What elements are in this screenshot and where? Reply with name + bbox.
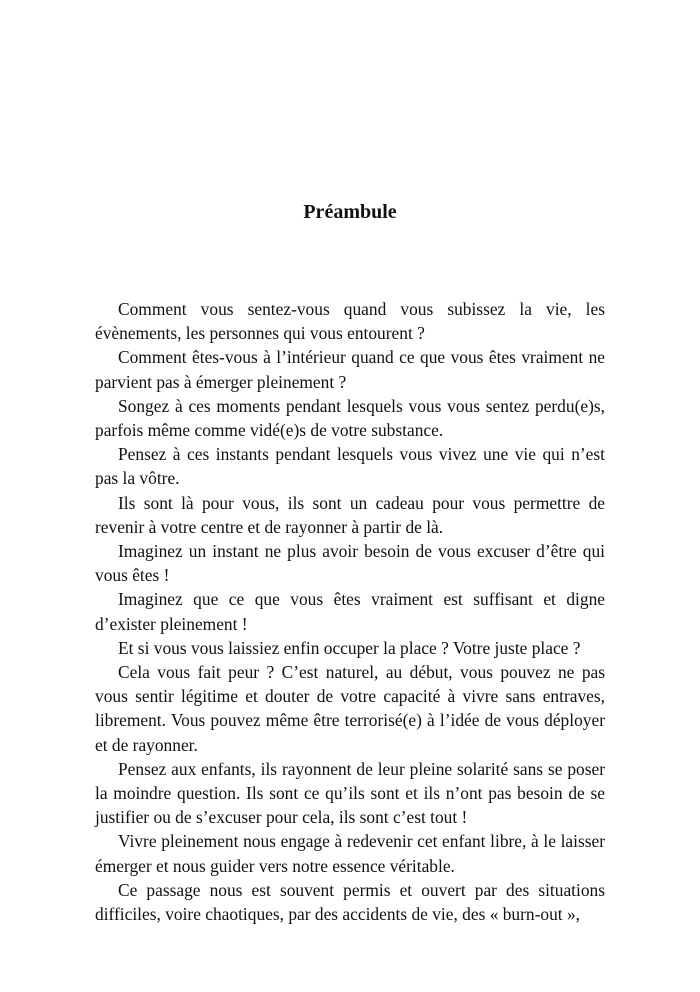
paragraph: Comment vous sentez-vous quand vous subissez la vie, les évènements, les personnes qui vous entourent ?: [95, 299, 605, 344]
page-title: Préambule: [303, 201, 397, 223]
paragraph: Imaginez un instant ne plus avoir besoin de vous excuser d’être qui vous êtes !: [95, 541, 605, 586]
paragraph: Songez à ces moments pendant lesquels vous vous sentez perdu(e)s, parfois même comme vidé(e)s de votre substance.: [95, 395, 605, 441]
paragraph: Comment êtes-vous à l’intérieur quand ce que vous êtes vraiment ne parvient pas à émerger pleinement ?: [95, 347, 605, 392]
paragraph: Vivre pleinement nous engage à redevenir cet enfant libre, à le laisser émerger et nous guider vers notre essence véritable.: [95, 831, 605, 876]
paragraph: Ce passage nous est souvent permis et ouvert par des situations difficiles, voire chaotiques, par des accidents de vie, des « burn-out »,: [95, 879, 605, 925]
paragraph: Pensez aux enfants, ils rayonnent de leur pleine solarité sans se poser la moindre question. Ils sont ce qu’ils sont et ils n’ont pas besoin de se justifier ou de s’excuser pour cela, ils sont c’est tout !: [95, 758, 605, 828]
paragraph: Et si vous vous laissiez enfin occuper la place ? Votre juste place ?: [118, 637, 581, 658]
paragraph: Cela vous fait peur ? C’est naturel, au début, vous pouvez ne pas vous sentir légitime et douter de votre capacité à vivre sans entraves, librement. Vous pouvez même être terrorisé(e) à l’idée de vous déployer et de rayonner.: [95, 662, 605, 755]
body-text: [95, 297, 605, 926]
paragraph: Ils sont là pour vous, ils sont un cadeau pour vous permettre de revenir à votre centre et de rayonner à partir de là.: [95, 492, 605, 537]
paragraph: Imaginez que ce que vous êtes vraiment est suffisant et digne d’exister pleinement !: [95, 589, 605, 634]
paragraph: Pensez à ces instants pendant lesquels vous vivez une vie qui n’est pas la vôtre.: [95, 444, 605, 489]
